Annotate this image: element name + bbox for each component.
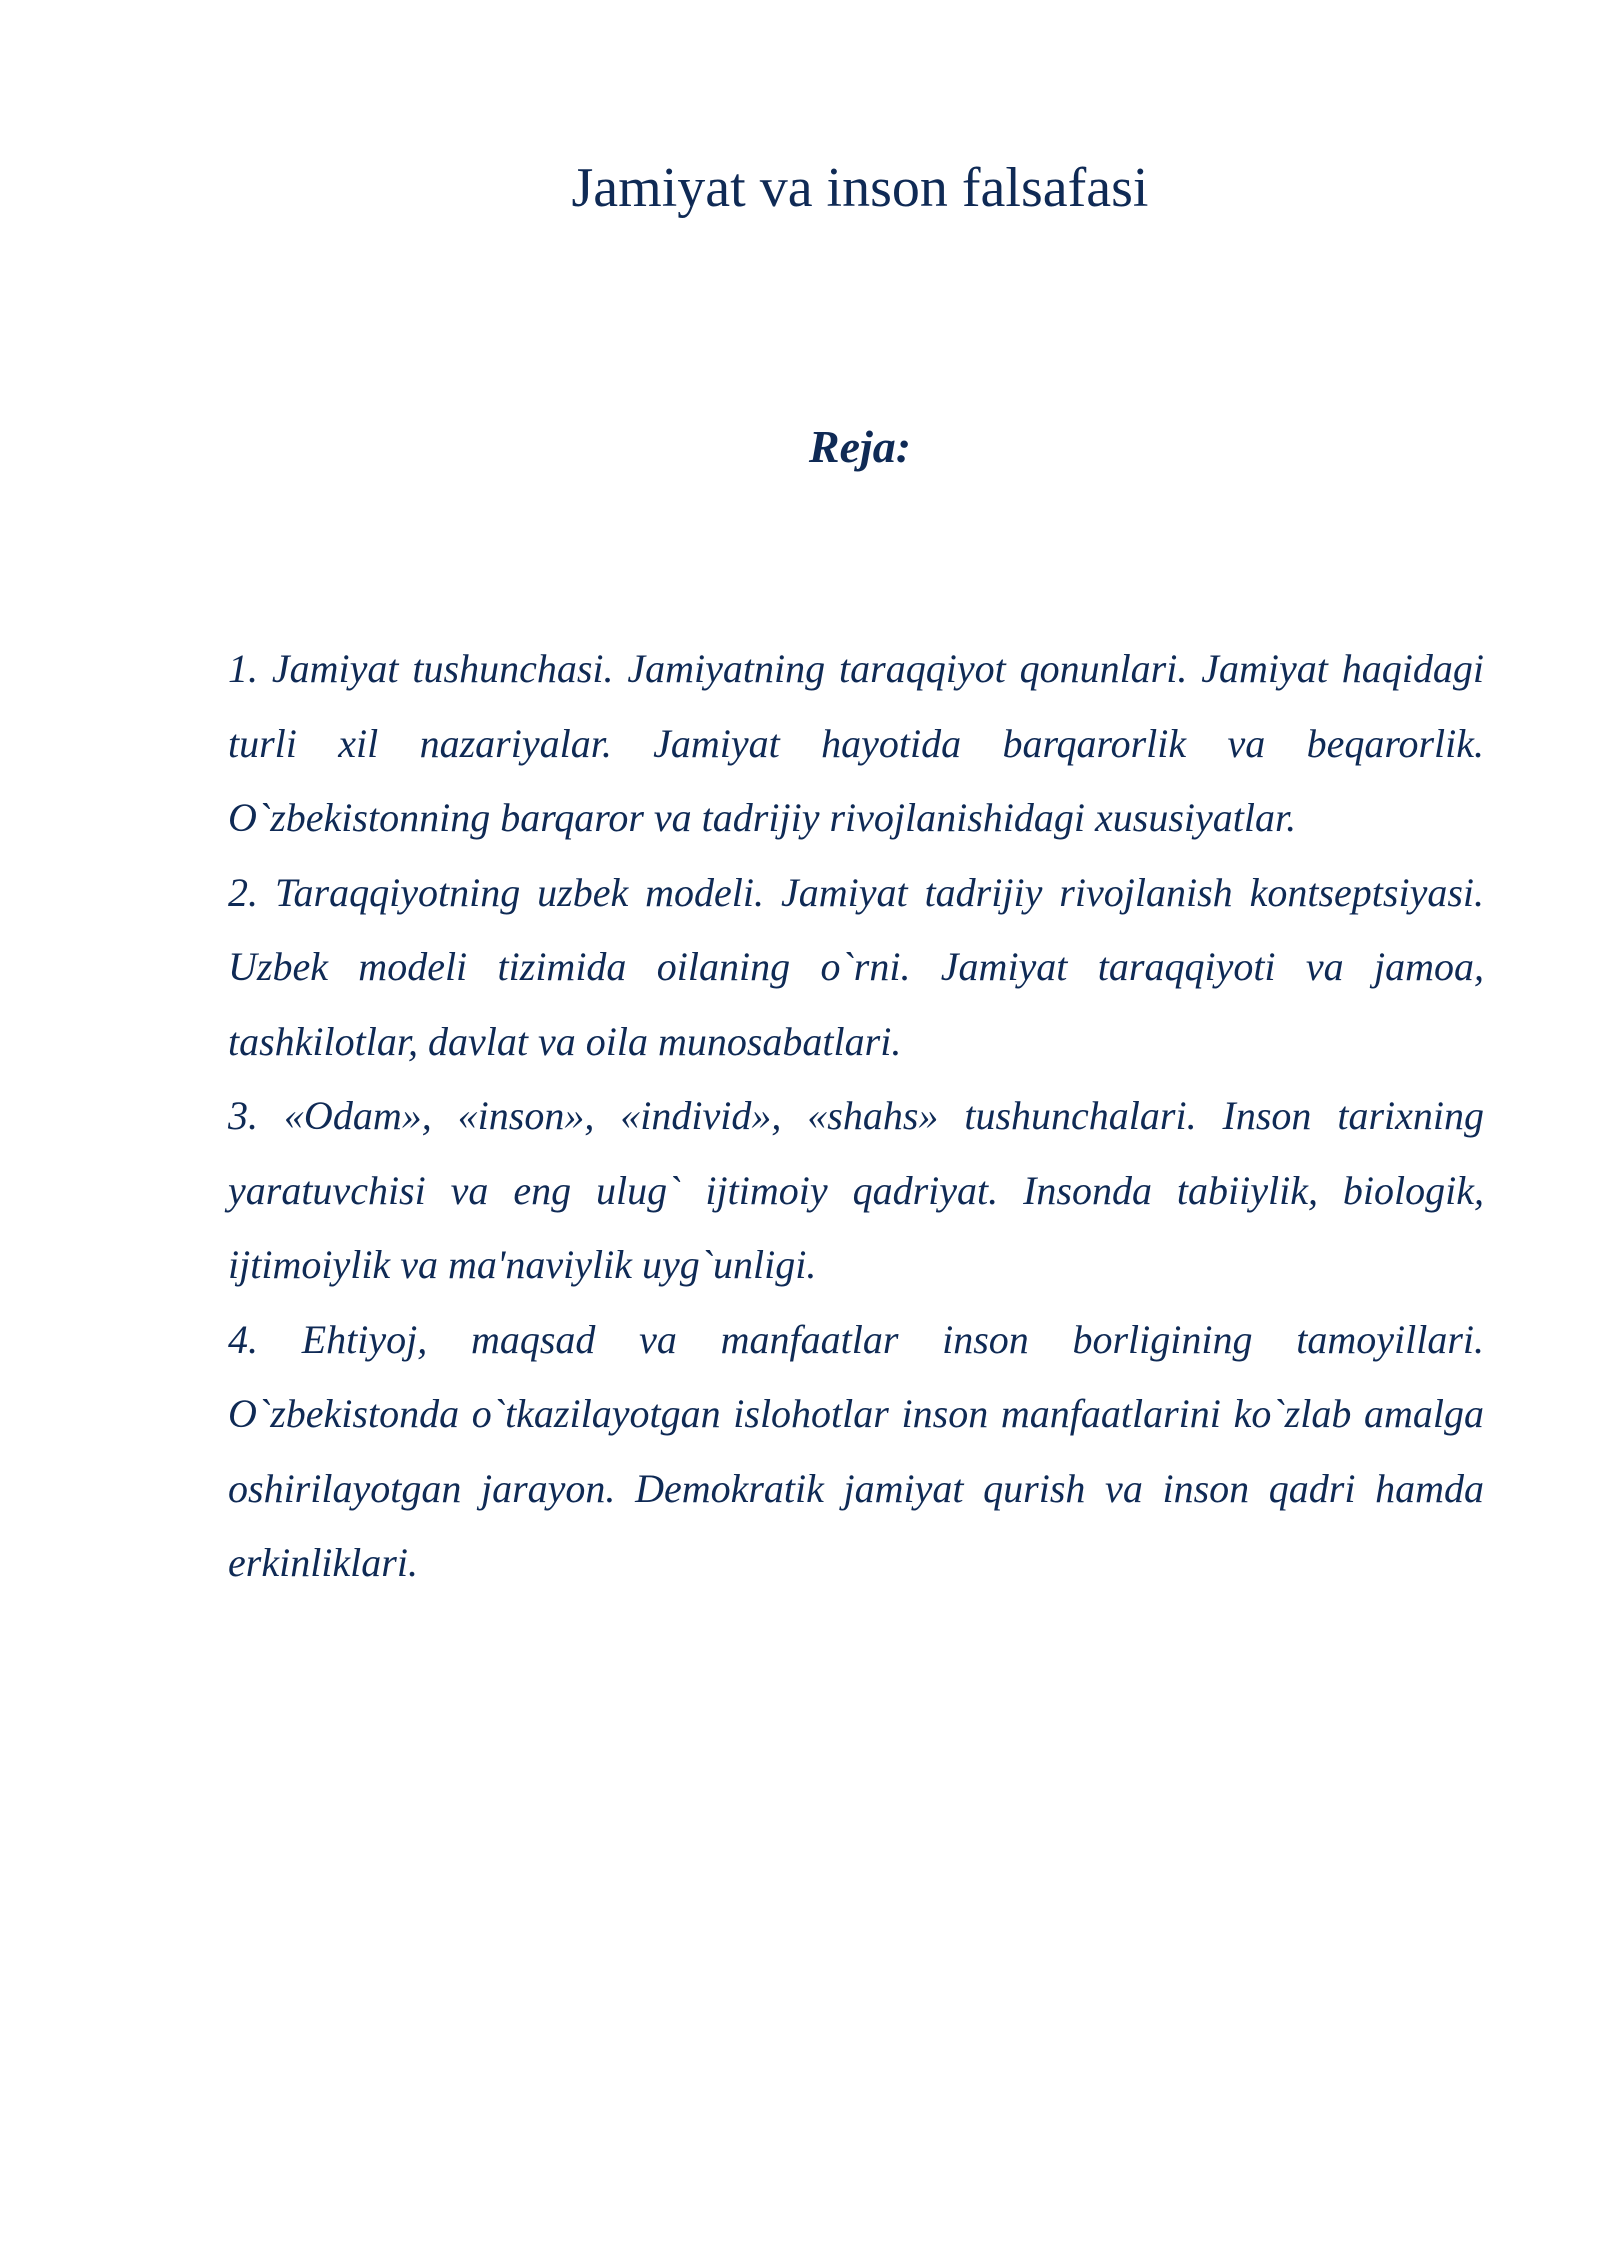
plan-item-1: 1. Jamiyat tushunchasi. Jamiyatning taraqqiyot qonunlari. Jamiyat haqidagi turli xil nazariyalar. Jamiyat hayotida barqarorlik va beqarorlik. O`zbekistonning barqaror va tadrijiy rivojlanishidagi xususiyatlar. [228,646,1484,840]
document-title: Jamiyat va inson falsafasi [571,157,1149,219]
plan-heading: Reja: [808,421,912,472]
plan-item-2: 2. Taraqqiyotning uzbek modeli. Jamiyat tadrijiy rivojlanish kontseptsiyasi. Uzbek modeli tizimida oilaning o`rni. Jamiyat taraqqiyoti va jamoa, tashkilotlar, davlat va oila munosabatlari. [228,869,1484,1064]
plan-list [228,632,1484,1601]
plan-item-4: 4. Ehtiyoj, maqsad va manfaatlar inson borligining tamoyillari. O`zbekistonda o`tkazilayotgan islohotlar inson manfaatlarini ko`zlab amalga oshirilayotgan jarayon. Demokratik jamiyat qurish va inson qadri hamda erkinliklari. [228,1316,1484,1585]
plan-item-3: 3. «Odam», «inson», «individ», «shahs» tushunchalari. Inson tarixning yaratuvchisi va eng ulug` ijtimoiy qadriyat. Insonda tabiiylik, biologik, ijtimoiylik va ma'naviylik uyg`unligi. [228,1093,1484,1287]
